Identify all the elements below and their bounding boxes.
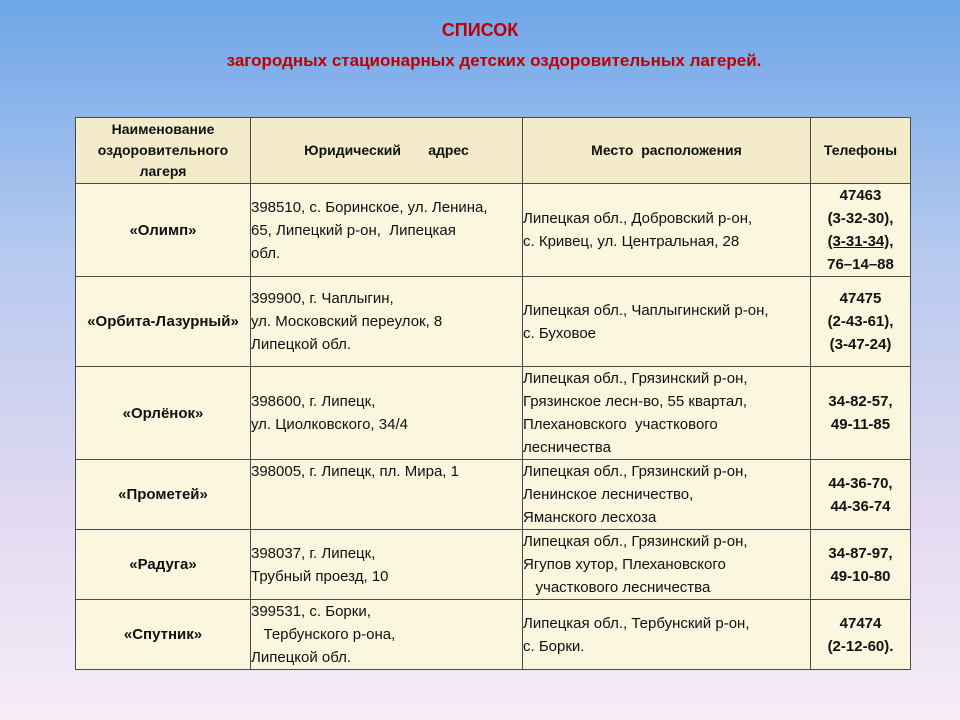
header-phones — [811, 118, 911, 184]
phone-line: 47463 — [839, 187, 882, 204]
header-camp-name-line: лагеря — [139, 163, 187, 179]
header-legal-address — [251, 118, 523, 184]
camp-phones — [811, 600, 911, 670]
phone-line: (2-43-61), — [827, 313, 894, 330]
location-line: Липецкая обл., Грязинский р-он, — [523, 463, 748, 480]
table-row — [76, 184, 911, 277]
camp-phones — [811, 367, 911, 460]
address-line: ул. Московский переулок, 8 — [251, 313, 443, 330]
camp-address — [251, 530, 523, 600]
phone-line: (3-47-24) — [829, 336, 892, 353]
camp-address — [251, 367, 523, 460]
camp-location — [523, 600, 811, 670]
address-line: Трубный проезд, 10 — [251, 567, 389, 585]
address-line: 398037, г. Липецк, — [251, 544, 376, 562]
header-camp-name-line: Наименование — [111, 121, 215, 137]
table-row — [76, 367, 911, 460]
camp-address — [251, 277, 523, 367]
location-line: с. Буховое — [523, 324, 597, 342]
location-line: Плехановского участкового — [523, 416, 718, 433]
phone-line: 76–14–88 — [827, 256, 894, 273]
table-row — [76, 530, 911, 600]
address-line: 398005, г. Липецк, пл. Мира, 1 — [251, 463, 459, 480]
page-subtitle: загородных стационарных детских оздоровительных лагерей. — [226, 51, 762, 70]
camp-name: «Радуга» — [76, 530, 251, 600]
camp-phones — [811, 184, 911, 277]
location-line: Липецкая обл., Грязинский р-он, — [523, 533, 748, 550]
address-line: 399900, г. Чаплыгин, — [251, 290, 394, 307]
address-line: 65, Липецкий р-он, Липецкая — [251, 221, 456, 239]
camp-name: «Орлёнок» — [76, 367, 251, 460]
camp-name: «Орбита-Лазурный» — [76, 277, 251, 367]
phone-line: 49-11-85 — [830, 416, 891, 433]
location-line: Ленинское лесничество, — [523, 486, 694, 503]
header-location-line: Место расположения — [591, 142, 742, 158]
camp-location — [523, 277, 811, 367]
phone-line: (2-12-60). — [827, 637, 894, 655]
location-line: Липецкая обл., Добровский р-он, — [523, 210, 753, 227]
camp-location — [523, 184, 811, 277]
table-row — [76, 460, 911, 530]
address-line: Липецкой обл. — [251, 649, 352, 666]
camp-address — [251, 184, 523, 277]
address-line: ул. Циолковского, 34/4 — [251, 416, 408, 433]
phone-line: 47474 — [839, 614, 882, 632]
phone-line: 34-87-97, — [828, 544, 893, 562]
phone-line: 44-36-70, — [828, 474, 893, 492]
camp-phones — [811, 460, 911, 530]
page-title: СПИСОК — [441, 20, 519, 40]
header-camp-name — [76, 118, 251, 184]
header-phones-line: Телефоны — [823, 142, 898, 158]
camp-location — [523, 460, 811, 530]
location-line: Липецкая обл., Чаплыгинский р-он, — [523, 301, 769, 319]
header-location — [523, 118, 811, 184]
address-line: Тербунского р-она, — [251, 626, 396, 643]
camp-address — [251, 600, 523, 670]
header-legal-address-line: Юридический адрес — [304, 142, 469, 158]
location-line: Липецкая обл., Грязинский р-он, — [523, 370, 748, 387]
camp-phones — [811, 530, 911, 600]
camp-name: «Спутник» — [76, 600, 251, 670]
location-line: Грязинское лесн-во, 55 квартал, — [523, 393, 748, 410]
location-line: участкового лесничества — [523, 579, 711, 596]
phone-line: (3-32-30), — [827, 210, 894, 227]
address-line: обл. — [251, 244, 281, 262]
camp-location — [523, 530, 811, 600]
phone-line: 49-10-80 — [830, 567, 891, 585]
address-line: 398600, г. Липецк, — [251, 393, 376, 410]
address-line: 398510, с. Боринское, ул. Ленина, — [251, 198, 488, 216]
phone-line: (3-31-34), — [827, 233, 894, 250]
phone-line: 44-36-74 — [830, 497, 891, 515]
header-camp-name-line: оздоровительного — [97, 142, 229, 158]
phone-line: 47475 — [839, 290, 882, 307]
location-line: Яманского лесхоза — [523, 509, 657, 526]
camp-phones — [811, 277, 911, 367]
camp-address — [251, 460, 523, 530]
camps-table — [75, 117, 911, 670]
location-line: лесничества — [523, 439, 611, 456]
location-line: Липецкая обл., Тербунский р-он, — [523, 614, 750, 632]
location-line: с. Борки. — [523, 637, 585, 655]
phone-line: 34-82-57, — [828, 393, 893, 410]
camp-name: «Прометей» — [76, 460, 251, 530]
location-line: с. Кривец, ул. Центральная, 28 — [523, 233, 740, 250]
camp-name: «Олимп» — [76, 184, 251, 277]
address-line: 399531, с. Борки, — [251, 603, 371, 620]
table-header-row — [76, 118, 911, 184]
table-row — [76, 277, 911, 367]
table-row — [76, 600, 911, 670]
location-line: Ягупов хутор, Плехановского — [523, 556, 726, 573]
address-line: Липецкой обл. — [251, 336, 352, 353]
camp-location — [523, 367, 811, 460]
